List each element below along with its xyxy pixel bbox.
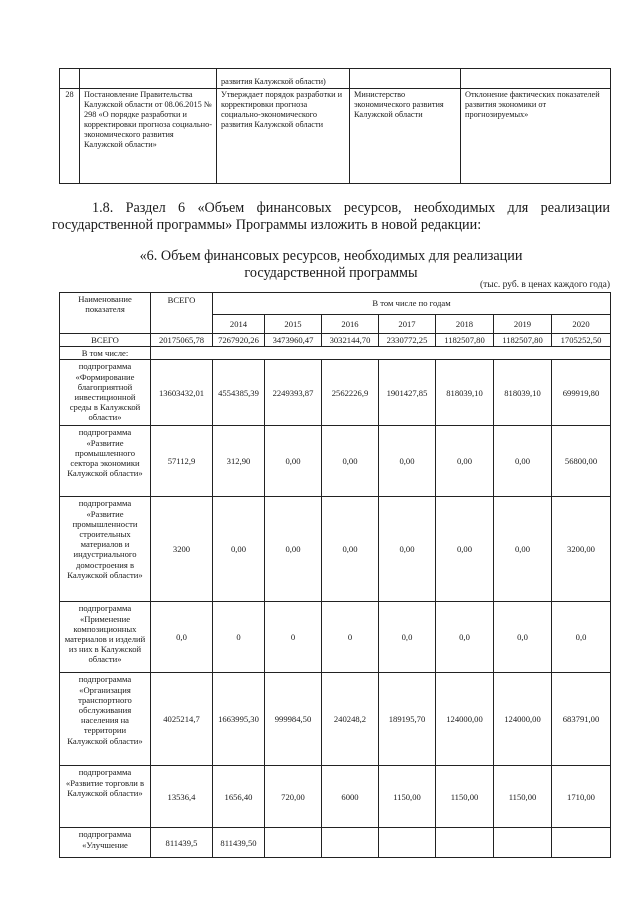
document-purpose: Утверждает порядок разработки и корректировки прогноза социально-экономического развития Калужской области [217, 89, 350, 184]
year-value: 818039,10 [436, 360, 494, 426]
row-total: 0,0 [151, 602, 213, 673]
row-total: 811439,5 [151, 828, 213, 858]
year-value: 683791,00 [552, 673, 611, 766]
row-number: 28 [60, 89, 80, 184]
row-name: подпрограмма «Организация транспортного обслуживания населения на территории Калужской области» [60, 673, 151, 766]
table-row [60, 69, 611, 89]
year-value: 0,00 [322, 497, 379, 602]
regulatory-acts-table [59, 68, 611, 184]
year-value: 0,00 [265, 497, 322, 602]
year-value: 1663995,30 [213, 673, 265, 766]
header-total: ВСЕГО [151, 293, 213, 334]
year-2018: 2018 [436, 315, 494, 334]
year-value: 1182507,80 [436, 334, 494, 347]
section-title-line2: государственной программы [244, 265, 418, 281]
row-name: подпрограмма «Применение композиционных материалов и изделий из них в Калужской области» [60, 602, 151, 673]
header-name: Наименование показателя [60, 293, 151, 334]
year-value: 312,90 [213, 426, 265, 497]
year-value: 0,00 [379, 426, 436, 497]
units-note: (тыс. руб. в ценах каждого года) [479, 280, 610, 290]
year-value: 3473960,47 [265, 334, 322, 347]
year-value: 1150,00 [494, 766, 552, 828]
row-total: 13603432,01 [151, 360, 213, 426]
year-value: 0 [265, 602, 322, 673]
year-value: 1150,00 [379, 766, 436, 828]
year-2015: 2015 [265, 315, 322, 334]
year-value: 1705252,50 [552, 334, 611, 347]
year-value: 56800,00 [552, 426, 611, 497]
year-2019: 2019 [494, 315, 552, 334]
year-2017: 2017 [379, 315, 436, 334]
row-name: подпрограмма «Улучшение [60, 828, 151, 858]
section-title-line1: «6. Объем финансовых ресурсов, необходимых для реализации [139, 248, 523, 264]
year-value: 1150,00 [436, 766, 494, 828]
row-total: 3200 [151, 497, 213, 602]
year-value: 720,00 [265, 766, 322, 828]
row-total: 57112,9 [151, 426, 213, 497]
header-row [60, 293, 611, 315]
year-2020: 2020 [552, 315, 611, 334]
year-value: 811439,50 [213, 828, 265, 858]
year-value: 0,0 [494, 602, 552, 673]
year-value [379, 828, 436, 858]
year-value: 0,00 [494, 426, 552, 497]
year-value: 0 [213, 602, 265, 673]
year-value: 1901427,85 [379, 360, 436, 426]
table-cell: развития Калужской области) [217, 69, 350, 89]
document-name: Постановление Правительства Калужской области от 08.06.2015 № 298 «О порядке разработки и корректировки прогноза социально-экономического развития Калужской области» [80, 89, 217, 184]
row-name: подпрограмма «Формирование благоприятной инвестиционной среды в Калужской области» [60, 360, 151, 426]
year-value: 124000,00 [436, 673, 494, 766]
row-name: подпрограмма «Развитие промышленного сектора экономики Калужской области» [60, 426, 151, 497]
indicator: Отклонение фактических показателей развития экономики от прогнозируемых» [461, 89, 611, 184]
year-value: 0,00 [436, 497, 494, 602]
year-value: 0,0 [552, 602, 611, 673]
year-value: 0 [322, 602, 379, 673]
section-title [52, 248, 610, 282]
year-value: 2562226,9 [322, 360, 379, 426]
year-value: 0,00 [379, 497, 436, 602]
header-years-group: В том числе по годам [213, 293, 611, 315]
year-value: 0,0 [436, 602, 494, 673]
year-value [494, 828, 552, 858]
year-value: 1656,40 [213, 766, 265, 828]
row-total: 20175065,78 [151, 334, 213, 347]
year-value: 240248,2 [322, 673, 379, 766]
table-row [60, 347, 611, 360]
incl-label: В том числе: [60, 347, 151, 360]
year-value: 4554385,39 [213, 360, 265, 426]
year-value: 3032144,70 [322, 334, 379, 347]
finance-table [59, 292, 611, 858]
row-name: подпрограмма «Развитие торговли в Калужской области» [60, 766, 151, 828]
year-value: 124000,00 [494, 673, 552, 766]
year-value: 2330772,25 [379, 334, 436, 347]
row-name: подпрограмма «Развитие промышленности строительных материалов и индустриального домостроения в Калужской области» [60, 497, 151, 602]
row-name: ВСЕГО [60, 334, 151, 347]
year-value [322, 828, 379, 858]
year-value: 0,00 [494, 497, 552, 602]
year-2016: 2016 [322, 315, 379, 334]
table-row [60, 334, 611, 347]
year-value [265, 828, 322, 858]
year-value: 818039,10 [494, 360, 552, 426]
year-value: 0,00 [436, 426, 494, 497]
year-2014: 2014 [213, 315, 265, 334]
year-value [436, 828, 494, 858]
row-total: 13536,4 [151, 766, 213, 828]
year-value: 1710,00 [552, 766, 611, 828]
year-value: 0,0 [379, 602, 436, 673]
year-value: 0,00 [322, 426, 379, 497]
year-value: 3200,00 [552, 497, 611, 602]
table-row [60, 89, 611, 184]
year-value: 0,00 [213, 497, 265, 602]
table-row [60, 766, 611, 828]
year-value [552, 828, 611, 858]
year-value: 0,00 [265, 426, 322, 497]
year-value: 999984,50 [265, 673, 322, 766]
table-row [60, 426, 611, 497]
year-value: 1182507,80 [494, 334, 552, 347]
row-total: 4025214,7 [151, 673, 213, 766]
table-row [60, 828, 611, 858]
table-row [60, 497, 611, 602]
year-value: 189195,70 [379, 673, 436, 766]
table-row [60, 360, 611, 426]
responsible-body: Министерство экономического развития Калужской области [350, 89, 461, 184]
year-value: 699919,80 [552, 360, 611, 426]
year-value: 2249393,87 [265, 360, 322, 426]
table-row [60, 673, 611, 766]
amendment-paragraph: 1.8. Раздел 6 «Объем финансовых ресурсов, необходимых для реализации государственной программы» Программы изложить в новой редакции: [52, 200, 610, 233]
year-value: 7267920,26 [213, 334, 265, 347]
table-row [60, 602, 611, 673]
year-value: 6000 [322, 766, 379, 828]
